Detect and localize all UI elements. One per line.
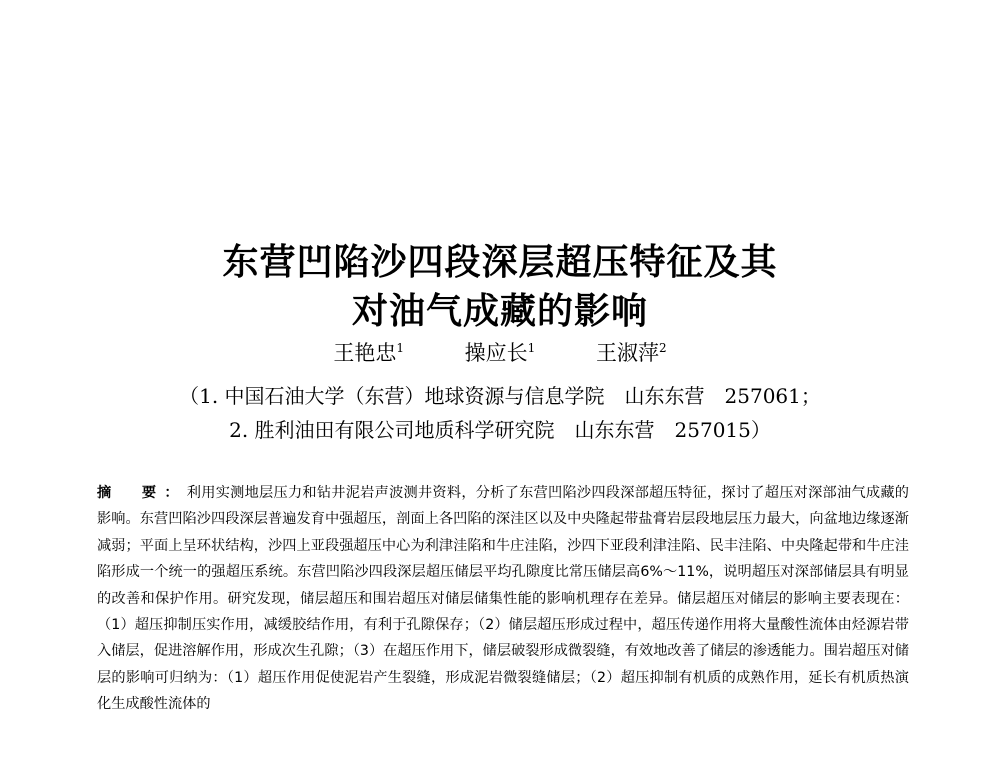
author	[465, 341, 536, 365]
author-affil-mark: 1	[396, 341, 404, 355]
author-affil-mark: 2	[659, 341, 667, 355]
author	[596, 341, 667, 365]
paper-title-line1: 东营凹陷沙四段深层超压特征及其	[222, 241, 778, 283]
author-name: 王淑萍	[596, 341, 659, 365]
author-affil-mark: 1	[527, 341, 536, 355]
author	[333, 341, 404, 365]
affiliation-line1: （1. 中国石油大学（东营）地球资源与信息学院 山东东营 257061；	[179, 384, 821, 408]
affiliation-line2: 2. 胜利油田有限公司地质科学研究院 山东东营 257015）	[229, 418, 771, 442]
abstract-label: 摘 要：	[97, 485, 187, 501]
paper-title-line2: 对油气成藏的影响	[351, 290, 648, 332]
abstract	[97, 480, 909, 718]
abstract-text: 利用实测地层压力和钻井泥岩声波测井资料，分析了东营凹陷沙四段深部超压特征，探讨了超压对深部油气成藏的影响。东营凹陷沙四段深层普遍发育中强超压，剖面上各凹陷的深洼区以及中央隆起带盐膏岩层段地层压力最大，向盆地边缘逐渐减弱；平面上呈环状结构，沙四上亚段强超压中心为利津洼陷和牛庄洼陷，沙四下亚段利津洼陷、民丰洼陷、中央隆起带和牛庄洼陷形成一个统一的强超压系统。东营凹陷沙四段深层超压储层平均孔隙度比常压储层高6%～11%，说明超压对深部储层具有明显的改善和保护作用。研究发现，储层超压和围岩超压对储层储集性能的影响机理存在差异。储层超压对储层的影响主要表现在：（1）超压抑制压实作用，减缓胶结作用，有利于孔隙保存；（2）储层超压形成过程中，超压传递作用将大量酸性流体由烃源岩带入储层，促进溶解作用，形成次生孔隙；（3）在超压作用下，储层破裂形成微裂缝，有效地改善了储层的渗透能力。围岩超压对储层的影响可归纳为：（1）超压作用促使泥岩产生裂缝，形成泥岩微裂缝储层；（2）超压抑制有机质的成熟作用，延长有机质热演化生成酸性流体的	[97, 485, 909, 713]
author-name: 王艳忠	[333, 341, 397, 365]
author-name: 操应长	[464, 341, 528, 365]
author-list	[0, 337, 1000, 367]
